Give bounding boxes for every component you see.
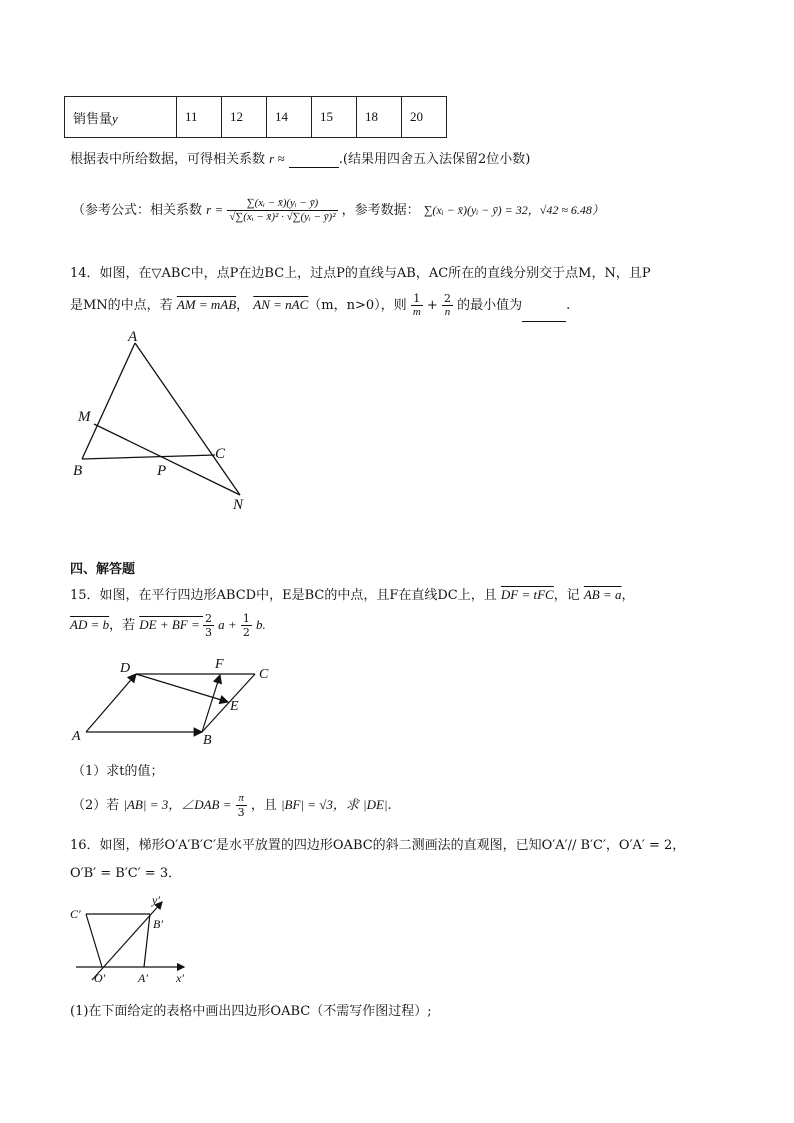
- q14-text-a: 是MN的中点，若: [70, 298, 173, 313]
- table-cell: 12: [222, 97, 267, 138]
- frac-num: 2: [205, 612, 213, 625]
- q13-ref-data: ∑(xᵢ − x̄)(yᵢ − ȳ) = 32，√42 ≈ 6.48）: [423, 203, 604, 217]
- formula-numerator: ∑(xᵢ − x̄)(yᵢ − ȳ): [227, 197, 337, 211]
- label-a: A: [128, 329, 138, 345]
- q13-r-symbol: r ≈: [269, 151, 285, 166]
- label-c: C: [215, 446, 226, 462]
- q16-line1: 16．如图，梯形O′A′B′C′是水平放置的四边形OABC的斜二测画法的直观图，已知O′A′// B′C′，O′A′ = 2，: [70, 838, 686, 853]
- frac-num: 1: [242, 612, 250, 625]
- q13-ref-label: （参考公式：相关系数: [72, 203, 203, 218]
- q15-sub1: （1）求t的值；: [72, 764, 164, 779]
- q14-period: .: [566, 298, 571, 313]
- table-cell: 20: [402, 97, 447, 138]
- q15-eq-sum: DE + BF =: [139, 617, 204, 632]
- frac-den: 3: [205, 626, 213, 639]
- q15-sub2-eq3: |DE|: [363, 797, 388, 812]
- table-cell: 11: [177, 97, 222, 138]
- label-m: M: [78, 409, 91, 425]
- q14-end-text: 的最小值为: [457, 298, 523, 313]
- formula-denominator: √∑(xᵢ − x̄)² · √∑(yᵢ − ȳ)²: [229, 211, 336, 223]
- label-o-prime: O′: [94, 971, 106, 985]
- q15-sub2-end: .: [387, 798, 392, 813]
- label-c-prime: C′: [70, 907, 81, 921]
- label-a-prime: A′: [138, 971, 148, 985]
- label-b: B: [203, 733, 212, 747]
- sales-table: [64, 96, 447, 138]
- segment-ab: [82, 343, 135, 459]
- q13-ref-data-label: ，参考数据：: [341, 203, 420, 218]
- table-cell: 18: [357, 97, 402, 138]
- q16-sub1: (1)在下面给定的表格中画出四边形OABC（不需写作图过程）;: [70, 1004, 432, 1019]
- label-x-prime: x′: [176, 971, 184, 985]
- label-d: D: [120, 661, 131, 676]
- q13-r-eq: r =: [206, 202, 224, 217]
- section-title: 四、解答题: [70, 562, 136, 577]
- sales-var: y: [112, 110, 118, 126]
- answer-blank: [522, 291, 566, 322]
- label-e: E: [230, 699, 239, 714]
- frac-num: 2: [443, 292, 451, 305]
- label-y-prime: y′: [152, 893, 160, 907]
- q15-sub2: [72, 790, 392, 821]
- table-header-cell: [65, 97, 177, 138]
- answer-blank: [289, 152, 339, 168]
- q15-sub2-eq1: |AB| = 3，∠DAB =: [123, 797, 232, 812]
- frac-den: n: [444, 306, 451, 318]
- vector-ad: [86, 674, 136, 732]
- q14-line2: [70, 290, 570, 322]
- label-b: B: [73, 463, 83, 479]
- q16-line2: O′B′ = B′C′ = 3．: [70, 866, 182, 881]
- q15-sub2-text-b: ，且: [250, 798, 277, 813]
- q15-sub2-text-a: （2）若: [72, 798, 120, 813]
- q14-sep: ，: [236, 298, 250, 313]
- q13-reference: [72, 190, 604, 231]
- table-row: [65, 97, 447, 138]
- frac-den: 3: [237, 806, 245, 819]
- q13-text: [70, 148, 530, 168]
- frac-den: m: [412, 306, 421, 318]
- q15-eq-df: DF = tFC: [500, 587, 554, 602]
- frac-num: π: [236, 792, 247, 806]
- q15-line2: [70, 610, 266, 641]
- label-a: A: [72, 729, 81, 744]
- table-cell: 14: [267, 97, 312, 138]
- plus-sign: +: [426, 298, 438, 313]
- fraction-pi-3: [236, 792, 247, 819]
- q13-text-b: .(结果用四舍五入法保留2位小数): [338, 152, 531, 167]
- q15-parallelogram-figure: [62, 652, 292, 747]
- q15-text-d: ，若: [109, 618, 136, 633]
- q15-eq-ad: AD = b: [70, 617, 110, 632]
- label-b-prime: B′: [153, 917, 163, 931]
- frac-den: 2: [242, 626, 250, 639]
- q15-sub2-eq2: |BF| = √3，求: [280, 797, 359, 812]
- vector-b: b.: [255, 617, 266, 632]
- fraction-2-n: [442, 292, 453, 319]
- q16-trapezoid-figure: [62, 890, 202, 990]
- fraction-1-2: [241, 612, 252, 639]
- frac-num: 1: [411, 292, 423, 306]
- q15-text-a: 15．如图，在平行四边形ABCD中，E是BC的中点，且F在直线DC上，且: [70, 588, 497, 603]
- label-p: P: [157, 463, 167, 479]
- segment-an: [135, 343, 240, 495]
- segment-bc: [82, 455, 215, 459]
- q14-eq1: AM = mAB: [176, 297, 237, 312]
- vector-bf: [202, 675, 220, 732]
- q15-text-b: ，记: [553, 588, 580, 603]
- q14-line1: 14．如图，在▽ABC中，点P在边BC上，过点P的直线与AB，AC所在的直线分别交于点M，N，且P: [70, 266, 651, 281]
- vector-a: a +: [218, 617, 237, 632]
- fraction-1-m: [411, 292, 423, 319]
- q14-cond: （m，n>0），则: [308, 298, 407, 313]
- q15-line1: [70, 584, 635, 603]
- correlation-formula: [227, 197, 337, 224]
- q15-eq-ab: AB = a: [583, 587, 622, 602]
- q13-text-a: 根据表中所给数据，可得相关系数: [70, 152, 266, 167]
- label-c: C: [259, 667, 269, 682]
- vector-de: [136, 674, 228, 702]
- q15-text-c: ，: [621, 588, 635, 603]
- q14-triangle-figure: [60, 325, 270, 515]
- segment-bc: [202, 674, 255, 732]
- table-cell: 15: [312, 97, 357, 138]
- q14-eq2: AN = nAC: [253, 297, 309, 312]
- label-n: N: [233, 497, 244, 513]
- segment-c-o: [86, 914, 102, 967]
- sales-label: 销售量: [73, 110, 113, 126]
- fraction-2-3: [203, 612, 214, 639]
- label-f: F: [215, 657, 224, 672]
